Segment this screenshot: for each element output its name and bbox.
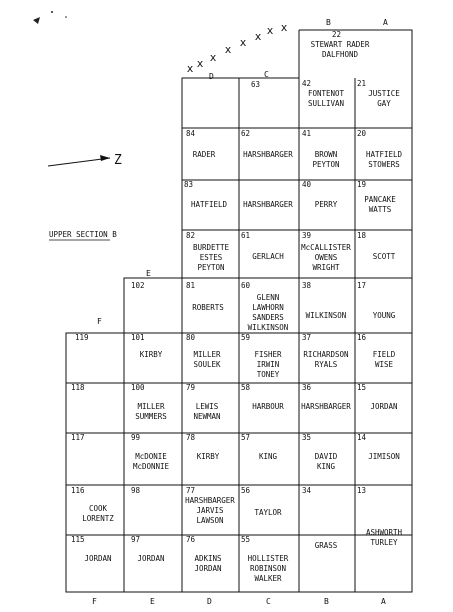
owner-name: GRASS <box>314 541 338 550</box>
lot <box>71 383 85 392</box>
owner-name: GAY <box>377 99 391 108</box>
lot-number: 102 <box>131 281 145 290</box>
owner-name: SULLIVAN <box>307 99 345 108</box>
lot-number: 76 <box>186 535 196 544</box>
lot-number: 77 <box>186 486 196 495</box>
lot-number: 63 <box>251 80 261 89</box>
lot-number: 58 <box>241 383 251 392</box>
lot <box>241 281 288 332</box>
owner-name: WALKER <box>254 574 282 583</box>
owner-name: SANDERS <box>252 313 284 322</box>
owner-name: HATFIELD <box>190 200 228 209</box>
owner-name: RICHARDSON <box>303 350 349 359</box>
lot <box>184 180 228 209</box>
lot-number: 40 <box>302 180 312 189</box>
lot-number: 115 <box>71 535 85 544</box>
owner-name: PERRY <box>314 200 338 209</box>
lot <box>241 486 282 517</box>
owner-name: KIRBY <box>196 452 220 461</box>
lot-number: 118 <box>71 383 85 392</box>
lots-layer <box>71 30 403 583</box>
owner-name: RADER <box>192 150 216 159</box>
lot-number: 38 <box>302 281 312 290</box>
lot <box>241 333 282 379</box>
lot-number: 82 <box>186 231 196 240</box>
lot-number: 78 <box>186 433 196 442</box>
lot <box>186 383 221 421</box>
boundary-x-marks <box>187 21 288 75</box>
lot-number: 100 <box>131 383 145 392</box>
owner-name: JUSTICE <box>368 89 400 98</box>
lot-number: 117 <box>71 433 85 442</box>
lot <box>302 433 338 471</box>
lot <box>185 486 235 525</box>
lot-number: 21 <box>357 79 367 88</box>
section-lines <box>66 30 412 592</box>
owner-name: ROBERTS <box>192 303 224 312</box>
owner-name: SCOTT <box>372 252 396 261</box>
lot <box>357 281 396 320</box>
north-arrow <box>48 153 122 168</box>
owner-name: McDONNIE <box>132 462 170 471</box>
owner-name: JORDAN <box>370 402 398 411</box>
owner-name: STEWART RADER <box>310 40 370 49</box>
lot <box>71 433 85 442</box>
lot <box>302 79 345 108</box>
owner-name: DALFHOND <box>321 50 359 59</box>
lot <box>302 129 340 169</box>
lot-number: 59 <box>241 333 251 342</box>
lot <box>131 333 163 359</box>
lot-number: 17 <box>357 281 367 290</box>
owner-name: RYALS <box>314 360 338 369</box>
lot-number: 18 <box>357 231 367 240</box>
lot-number: 119 <box>75 333 89 342</box>
owner-name: JIMISON <box>368 452 400 461</box>
owner-name: McCALLISTER <box>301 243 351 252</box>
lot-number: 97 <box>131 535 141 544</box>
lot-number: 14 <box>357 433 367 442</box>
lot <box>243 200 293 209</box>
col-label-d-bottom: D <box>207 597 212 606</box>
lot-number: 35 <box>302 433 312 442</box>
lot-number: 80 <box>186 333 196 342</box>
lot-number: 20 <box>357 129 367 138</box>
owner-name: LEWIS <box>195 402 219 411</box>
owner-name: SOULEK <box>193 360 221 369</box>
owner-name: GLENN <box>256 293 280 302</box>
lot-number: 13 <box>357 486 367 495</box>
owner-name: JARVIS <box>196 506 224 515</box>
owner-name: ESTES <box>199 253 223 262</box>
boundary-x-mark: x <box>209 51 217 64</box>
owner-name: WILKINSON <box>305 311 347 320</box>
owner-name: TONEY <box>256 370 280 379</box>
col-label-d-top: D <box>209 72 214 81</box>
owner-name: STOWERS <box>368 160 400 169</box>
lot-number: 83 <box>184 180 194 189</box>
lot <box>75 333 89 342</box>
boundary-x-mark: x <box>239 36 247 49</box>
lot-number: 116 <box>71 486 85 495</box>
lot <box>186 333 221 369</box>
lot-number: 37 <box>302 333 312 342</box>
lot-number: 98 <box>131 486 141 495</box>
col-label-b-bottom: B <box>324 597 329 606</box>
owner-name: MILLER <box>193 350 221 359</box>
lot <box>311 30 370 59</box>
owner-name: WRIGHT <box>312 263 340 272</box>
owner-name: HARSHBARGER <box>243 150 293 159</box>
lot <box>131 486 141 495</box>
lot <box>302 486 338 550</box>
lot-number: 81 <box>186 281 196 290</box>
col-label-c-top: C <box>264 70 269 79</box>
lot <box>357 383 398 411</box>
col-label-e-top: E <box>146 269 151 278</box>
owner-name: IRWIN <box>256 360 280 369</box>
lot <box>251 80 260 89</box>
lot <box>357 231 396 261</box>
owner-name: ROBINSON <box>249 564 287 573</box>
boundary-x-mark: x <box>280 21 288 34</box>
lot <box>357 333 396 369</box>
lot-number: 36 <box>302 383 312 392</box>
owner-name: SUMMERS <box>135 412 167 421</box>
lot <box>357 180 396 214</box>
owner-name: FIELD <box>372 350 396 359</box>
lot <box>302 180 338 209</box>
owner-name: TAYLOR <box>254 508 282 517</box>
owner-name: GERLACH <box>252 252 284 261</box>
owner-name: KING <box>316 462 336 471</box>
lot <box>131 383 167 421</box>
lot <box>131 433 170 471</box>
owner-name: ADKINS <box>194 554 222 563</box>
lot-number: 39 <box>302 231 312 240</box>
lot <box>71 535 112 563</box>
col-label-f-top: F <box>97 317 102 326</box>
owner-name: PEYTON <box>312 160 340 169</box>
boundary-x-mark: x <box>186 62 194 75</box>
owner-name: HARSHBARGER <box>243 200 293 209</box>
owner-name: LORENTZ <box>82 514 114 523</box>
col-label-a-top: A <box>383 18 388 27</box>
owner-name: WISE <box>374 360 394 369</box>
owner-name: McDONIE <box>135 452 167 461</box>
owner-name: PANCAKE <box>364 195 396 204</box>
lot <box>186 535 222 573</box>
owner-name: NEWMAN <box>193 412 221 421</box>
owner-name: LAWHORN <box>252 303 284 312</box>
lot-number: 42 <box>302 79 312 88</box>
scan-specks <box>33 11 67 24</box>
lot-number: 15 <box>357 383 367 392</box>
lot-number: 84 <box>186 129 196 138</box>
lot <box>357 129 403 169</box>
lot <box>241 129 293 159</box>
lot <box>186 433 220 461</box>
lot <box>241 383 284 411</box>
boundary-x-mark: x <box>266 24 274 37</box>
lot-number: 55 <box>241 535 251 544</box>
owner-name: KING <box>258 452 278 461</box>
lot <box>131 535 165 563</box>
owner-name: YOUNG <box>372 311 396 320</box>
lot <box>71 486 114 523</box>
lot-number: 61 <box>241 231 251 240</box>
lot-number: 101 <box>131 333 145 342</box>
boundary-x-mark: x <box>254 30 262 43</box>
boundary-x-mark: x <box>196 57 204 70</box>
lot-number: 62 <box>241 129 251 138</box>
owner-name: HARSHBARGER <box>301 402 351 411</box>
owner-name: DAVID <box>314 452 338 461</box>
lot <box>357 433 400 461</box>
owner-name: JORDAN <box>84 554 112 563</box>
owner-name: HOLLISTER <box>247 554 289 563</box>
lot <box>131 281 145 290</box>
owner-name: JORDAN <box>194 564 222 573</box>
top-column-labels <box>97 18 388 326</box>
owner-name: ASHWORTH <box>365 528 403 537</box>
lot <box>186 129 216 159</box>
lot-number: 99 <box>131 433 141 442</box>
owner-name: BURDETTE <box>192 243 230 252</box>
lot <box>302 281 346 320</box>
owner-name: HARSHBARGER <box>185 496 235 505</box>
lot-number: 16 <box>357 333 367 342</box>
lot <box>357 486 403 547</box>
boundary-x-mark: x <box>224 43 232 56</box>
lot <box>186 281 224 312</box>
lot-number: 79 <box>186 383 196 392</box>
lot-number: 19 <box>357 180 367 189</box>
col-label-e-bottom: E <box>150 597 155 606</box>
lot <box>301 383 351 411</box>
col-label-a-bottom: A <box>381 597 386 606</box>
lot-number: 34 <box>302 486 312 495</box>
arrow-letter: Z <box>114 153 122 168</box>
owner-name: TURLEY <box>370 538 398 547</box>
owner-name: FISHER <box>254 350 282 359</box>
owner-name: KIRBY <box>139 350 163 359</box>
lot-number: 56 <box>241 486 251 495</box>
col-label-c-bottom: C <box>266 597 271 606</box>
owner-name: MILLER <box>137 402 165 411</box>
lot <box>241 231 284 261</box>
owner-name: LAWSON <box>196 516 224 525</box>
owner-name: OWENS <box>314 253 338 262</box>
lot <box>241 535 289 583</box>
owner-name: JORDAN <box>137 554 165 563</box>
lot <box>357 79 400 108</box>
owner-name: HATFIELD <box>365 150 403 159</box>
lot-number: 22 <box>332 30 342 39</box>
col-label-f-bottom: F <box>92 597 97 606</box>
lot <box>301 231 351 272</box>
owner-name: HARBOUR <box>252 402 284 411</box>
lot-number: 60 <box>241 281 251 290</box>
owner-name: FONTENOT <box>307 89 345 98</box>
owner-name: PEYTON <box>197 263 225 272</box>
bottom-column-labels <box>92 597 386 606</box>
lot-number: 57 <box>241 433 251 442</box>
owner-name: WATTS <box>368 205 392 214</box>
col-label-b-top: B <box>326 18 331 27</box>
owner-name: COOK <box>88 504 108 513</box>
lot <box>241 433 278 461</box>
lot <box>302 333 349 369</box>
upper-section-label: UPPER SECTION B <box>49 230 117 239</box>
lot <box>186 231 230 272</box>
owner-name: WILKINSON <box>247 323 289 332</box>
owner-name: BROWN <box>314 150 338 159</box>
lot-number: 41 <box>302 129 312 138</box>
